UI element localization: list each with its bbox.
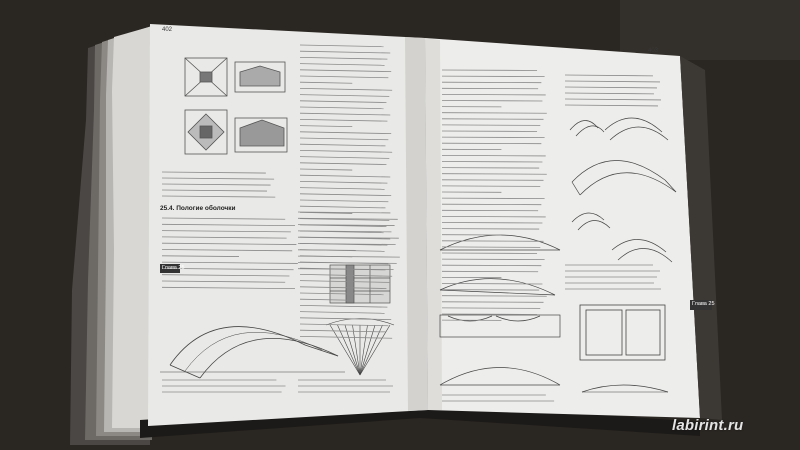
text-line <box>442 284 542 285</box>
text-line <box>442 137 545 138</box>
text-line <box>442 302 544 303</box>
left-page-number: 402 <box>162 27 173 33</box>
text-line <box>442 101 542 102</box>
left-page <box>148 24 428 426</box>
text-line <box>442 241 544 242</box>
background-object <box>620 0 800 60</box>
text-line <box>442 296 547 297</box>
text-line <box>442 155 546 156</box>
text-line <box>442 216 546 217</box>
text-line <box>442 223 542 224</box>
right-page <box>425 38 700 418</box>
right-chapter-tab-label: Глава 25 <box>692 301 715 307</box>
text-line <box>442 76 545 77</box>
text-line <box>442 174 547 175</box>
text-line <box>442 198 545 199</box>
shell-plan-figure <box>330 265 390 303</box>
text-line <box>442 94 546 95</box>
text-line <box>442 113 547 114</box>
text-line <box>442 162 542 163</box>
gutter-shadow <box>405 37 428 411</box>
left-chapter-tab-label: Глава 25 <box>162 265 185 271</box>
right-page-number: 403 <box>648 48 659 54</box>
section-heading: 25.4. Пологие оболочки <box>160 205 236 212</box>
text-line <box>442 259 545 260</box>
text-line <box>442 180 544 181</box>
watermark: labirint.ru <box>672 417 744 434</box>
text-line <box>442 119 544 120</box>
